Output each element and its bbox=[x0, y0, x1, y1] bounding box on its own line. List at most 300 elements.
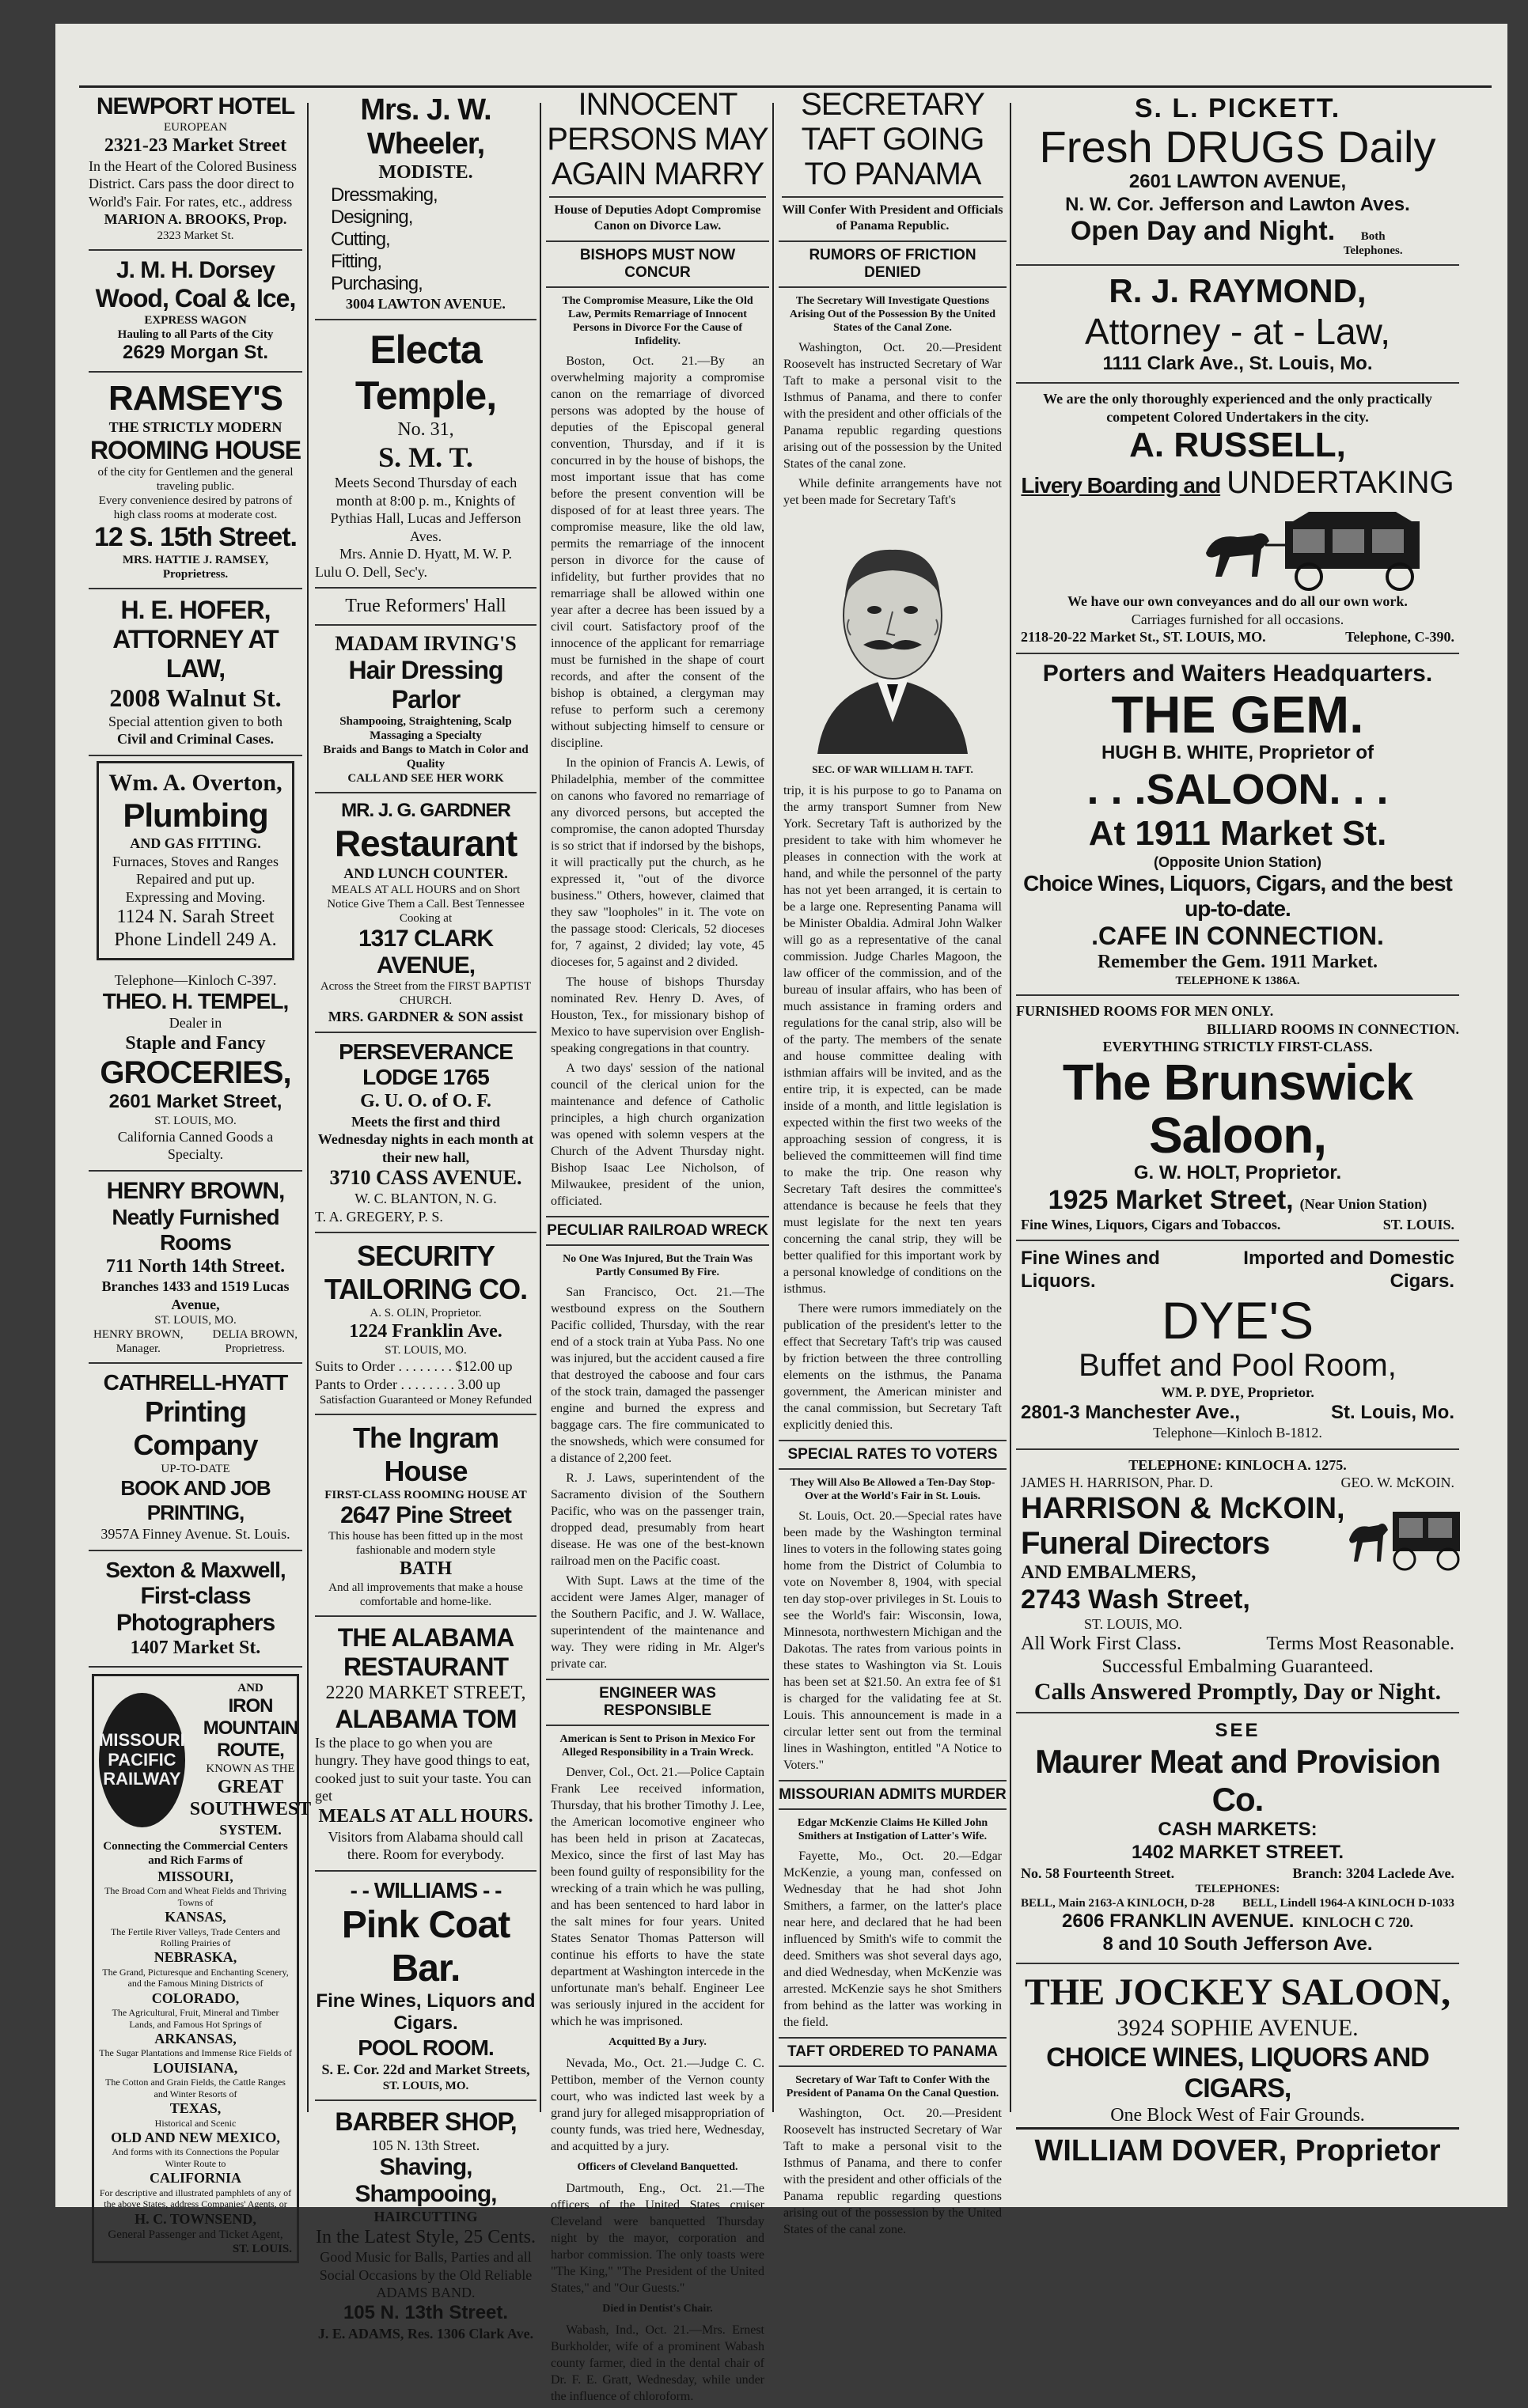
subheadline: SPECIAL RATES TO VOTERS bbox=[779, 1440, 1007, 1470]
ad-phone: BELL, Lindell 1964-A KINLOCH D-1033 bbox=[1242, 1897, 1454, 1910]
ad-phone: KINLOCH C 720. bbox=[1302, 1914, 1413, 1931]
ad-text: Fine Wines, Liquors and Cigars. bbox=[316, 1990, 536, 2035]
ad-address: 105 N. 13th Street. bbox=[371, 2137, 480, 2153]
ad-text: MRS. GARDNER & SON assist bbox=[328, 1008, 524, 1024]
article-paragraph: Fayette, Mo., Oct. 20.—Edgar McKenzie, a young man, confessed on Wednesday that he had shot John Smithers, a farmer, on the latter's place near here, and declared that he had been influenced by Smith's wife to commit the deed. Smithers was shot several days ago, and died Wednesday, when McKenzie was arrested. McKenzie says he shot Smithers from behind as the latter was working in the field. bbox=[783, 1850, 1002, 2029]
ad-line: . . .SALOON. . . bbox=[1086, 765, 1389, 813]
ad-subtitle: AND LUNCH COUNTER. bbox=[343, 865, 508, 882]
railway-state-desc: The Agricultural, Fruit, Mineral and Timber Lands, and Famous Hot Springs of bbox=[112, 2007, 279, 2030]
ad-line: S. M. T. bbox=[378, 441, 473, 474]
railway-state-desc: The Grand, Picturesque and Enchanting Scenery, and the Famous Mining Districts of bbox=[102, 1966, 289, 1990]
ad-subtitle: THE STRICTLY MODERN bbox=[108, 418, 282, 435]
ad-address: 1402 MARKET STREET. bbox=[1131, 1841, 1344, 1863]
article-paragraph: trip, it is his purpose to go to Panama on the army transport Sumner from New York. Secretary Taft is authorized by the president to take with him whomever he pleases in connection with the work at hand, and while the personnel of the party has not yet been arranged, it is certain to be a large one. Representing Panama will be Minister Obaldia. Admiral John Walker will go as a representative of the canal commission. Judge Charles Magoon, the law officer of the commission, and of the bureau of insular affairs, who has been of much assistance in framing orders and regulations for the canal strip, also will be of the party. The members of the senate and house committee dealing with isthmian affairs will be invited, and as the entire trip, it is expected, can be made inside of a month, and little legislation is expected within the first two weeks of the approaching session of congress, it is believed the committeemen will find time to make the trip. One reason why Secretary Taft desires the committee's attendance is because he feels that they must legislate for the next ten years concerning the canal strip, they will be better qualified for this important work by a personal knowledge of conditions on the isthmus. bbox=[783, 784, 1002, 1296]
hearse-icon bbox=[1345, 1492, 1464, 1579]
ad-text: Imported and Domestic Cigars. bbox=[1243, 1248, 1454, 1293]
deck: American is Sent to Prison in Mexico For Alleged Responsibility in a Train Wreck. bbox=[559, 1733, 756, 1759]
ad-address: 3957A Finney Avenue. St. Louis. bbox=[100, 1526, 290, 1543]
ad-address: N. W. Cor. Jefferson and Lawton Aves. bbox=[1065, 193, 1410, 215]
railway-state-desc: And forms with its Connections the Popular Winter Route to bbox=[112, 2146, 279, 2169]
article-paragraph: Wabash, Ind., Oct. 21.—Mrs. Ernest Burkholder, wife of a prominent Wabash county farmer, died in the dental chair of Dr. F. E. Gratt, Wednesday, while under the influence of chloroform. bbox=[551, 2323, 764, 2403]
ad-text: Every convenience desired by patrons of high class rooms at moderate cost. bbox=[98, 494, 293, 522]
ad-proprietor: A. S. OLIN, Proprietor. bbox=[370, 1307, 482, 1320]
railway-seal bbox=[99, 1693, 185, 1827]
ad-address: 2008 Walnut St. bbox=[109, 683, 282, 713]
subheadline: MISSOURIAN ADMITS MURDER bbox=[779, 1780, 1007, 1810]
ad-irving bbox=[315, 626, 537, 793]
ad-line: Funeral Directors bbox=[1021, 1525, 1270, 1561]
ad-jockey-saloon bbox=[1016, 1964, 1459, 2175]
photo-caption: SEC. OF WAR WILLIAM H. TAFT. bbox=[812, 763, 973, 775]
ad-title: MADAM IRVING'S bbox=[335, 632, 517, 656]
ad-address: 2323 Market St. bbox=[157, 229, 234, 242]
article-paragraph: R. J. Laws, superintendent of the Sacramento division of the Southern Pacific, who was on the passenger train, dropped dead, presumably from heart disease. He was one of the best-known railroad men on the Pacific coast. bbox=[551, 1471, 764, 1568]
railway-state-desc: For descriptive and illustrated pamphlets of any of the above States, address Companies' Agents, or bbox=[99, 2187, 292, 2210]
ad-text: MEALS AT ALL HOURS. bbox=[318, 1805, 533, 1827]
ad-line: Buffet and Pool Room, bbox=[1079, 1348, 1397, 1384]
ad-railway bbox=[92, 1674, 312, 2263]
article-paragraph: Washington, Oct. 20.—President Roosevelt has instructed Secretary of War Taft to make a personal visit to the Isthmus of Panama, and there to confer with the president and other officials of the Panama republic regarding questions arising out of the possession by the United States of the canal zone. bbox=[783, 341, 1002, 471]
column-rule bbox=[540, 103, 541, 2112]
ad-text: Terms Most Reasonable. bbox=[1266, 1634, 1454, 1655]
railway-state-name: LOUISIANA, bbox=[153, 2059, 238, 2076]
ad-text: Branches 1433 and 1519 Lucas Avenue, bbox=[101, 1278, 290, 1312]
article-paragraph: Washington, Oct. 20.—President Roosevelt has instructed Secretary of War Taft to make a personal visit to the Isthmus of Panama, and there to confer with the president and other officials of the Panama republic regarding questions arising out of the possession by the United States of the canal zone. bbox=[783, 2107, 1002, 2236]
ad-title: Electa Temple, bbox=[355, 328, 497, 418]
ad-title: DYE'S bbox=[1161, 1290, 1314, 1350]
railway-state-name: MISSOURI, bbox=[157, 1868, 233, 1884]
ad-text: We are the only thoroughly experienced and the only practically competent Colored Undertakers in the city. bbox=[1043, 391, 1432, 425]
ad-line: TAILORING CO. bbox=[324, 1273, 528, 1306]
ad-city: St. Louis, Mo. bbox=[1331, 1401, 1454, 1423]
price-line: Pants to Order . . . . . . . . 3.00 up bbox=[315, 1376, 501, 1392]
article-paragraph: In the opinion of Francis A. Lewis, of Philadelphia, member of the committee on canons who favored no remarriage of any divorced persons, but accepted the compromise, the canon adopted Thursday is so strict that if indorsed by the bishops, it will practically put the church, as he expressed it, "out of the divorce business." Others, however, claimed that they saw "loopholes" in it. The vote on the passage stood: Clericals, 52 dioceses for, 7 against, 2 divided; lay vote, 45 dioceses for, 5 against and 2 divided. bbox=[551, 756, 764, 969]
ad-maurer bbox=[1016, 1713, 1459, 1963]
ad-phone: TELEPHONE: KINLOCH A. 1275. bbox=[1128, 1456, 1347, 1473]
ad-title: THE GEM. bbox=[1111, 684, 1364, 744]
ad-proprietor: WM. P. DYE, Proprietor. bbox=[1161, 1384, 1314, 1401]
ad-title: BARBER SHOP, bbox=[335, 2107, 517, 2136]
services-list bbox=[315, 184, 537, 295]
ad-city: ST. LOUIS, MO. bbox=[1084, 1615, 1183, 1632]
ad-proprietor: HUGH B. WHITE, Proprietor of bbox=[1101, 741, 1374, 763]
ad-line: Fresh DRUGS Daily bbox=[1039, 122, 1436, 172]
ad-text: Staple and Fancy bbox=[125, 1032, 266, 1054]
article-paragraph: Boston, Oct. 21.—By an overwhelming majority a compromise canon on the remarriage of divorced persons was adopted by the house of deputies of the Episcopal general convention, Thursday, and if it is concurred in by the house of bishops, the most important issue that has come before the present convention will be disposed of for at least three years. The compromise measure, like the old law, permits the remarriage of the innocent person in divorce for the cause of infidelity, but further provides that no remarriage shall be allowed within one year after a decree has been issued by a civil court. Satisfactory proof of the innocence of the applicant for remarriage must be furnished in the shape of court records, and after the consent of the bishop is obtained, a clergyman may refuse to perform such a ceremony without subjecting himself to censure or discipline. bbox=[551, 354, 764, 750]
ad-gardner bbox=[315, 793, 537, 1033]
ad-line: BATH bbox=[399, 1558, 453, 1580]
service-item: Dressmaking, bbox=[331, 184, 438, 206]
deck: No One Was Injured, But the Train Was Partly Consumed By Fire. bbox=[563, 1253, 753, 1278]
railway-state-desc: The Sugar Plantations and Immense Rice Fields of bbox=[99, 2047, 292, 2059]
deck: Will Confer With President and Officials of Panama Republic. bbox=[782, 196, 1003, 234]
ad-text: KNOWN AS THE bbox=[206, 1762, 295, 1775]
ad-text: Both Telephones. bbox=[1343, 230, 1403, 258]
ad-address: 2629 Morgan St. bbox=[122, 341, 269, 363]
subheadline: BISHOPS MUST NOW CONCUR bbox=[546, 240, 769, 288]
article-paragraph: While definite arrangements have not yet been made for Secretary Taft's bbox=[783, 477, 1002, 507]
ad-true-reformers: True Reformers' Hall bbox=[315, 589, 537, 626]
brief-heading: Acquitted By a Jury. bbox=[609, 2036, 707, 2048]
ad-text: Visitors from Alabama should call there. Room for everybody. bbox=[328, 1828, 524, 1863]
column-2-ads bbox=[315, 87, 537, 2349]
deck: Edgar McKenzie Claims He Killed John Smithers at Instigation of Latter's Wife. bbox=[797, 1817, 988, 1842]
ad-city: ST. LOUIS. bbox=[232, 2243, 292, 2256]
ad-title: Mrs. J. W. Wheeler, bbox=[360, 93, 491, 161]
ad-address: At 1911 Market St. bbox=[1088, 813, 1387, 853]
ad-officer: W. C. BLANTON, N. G. bbox=[355, 1191, 497, 1207]
ad-williams bbox=[315, 1872, 537, 2101]
ad-line: Shaving, Shampooing, bbox=[355, 2154, 497, 2208]
ad-title: The Ingram House bbox=[352, 1422, 499, 1488]
ad-title: THE JOCKEY SALOON, bbox=[1024, 1971, 1451, 2013]
ad-title: PERSEVERANCE LODGE 1765 bbox=[339, 1039, 513, 1090]
ad-text: All Work First Class. bbox=[1021, 1634, 1181, 1655]
ad-line: Calls Answered Promptly, Day or Night. bbox=[1033, 1678, 1442, 1705]
ad-manager: HENRY BROWN, bbox=[93, 1328, 184, 1342]
ad-text: We have our own conveyances and do all our own work. bbox=[1067, 593, 1408, 610]
ad-line: GROCERIES, bbox=[100, 1054, 291, 1090]
ad-line: Plumbing bbox=[123, 797, 268, 835]
ad-text: SYSTEM. bbox=[219, 1822, 282, 1838]
ad-the-gem bbox=[1016, 654, 1459, 996]
ad-text: BILLIARD ROOMS IN CONNECTION. bbox=[1206, 1020, 1459, 1037]
ad-text: SOUTHWEST bbox=[189, 1799, 312, 1820]
ad-text: Meets Second Thursday of each month at 8:00 p. m., Knights of Pythias Hall, Lucas and Jefferson Aves. bbox=[330, 475, 521, 544]
article-paragraph: A two days' session of the national council of the clerical union for the maintenance and defence of Catholic principles, a high church organization was opened with solemn vespers at the Church of the Advent Thursday night. Bishop Isaac Lee Nicholson, of Milwaukee, president of the union, officiated. bbox=[551, 1062, 764, 1208]
headline: INNOCENT PERSONS MAY AGAIN MARRY bbox=[547, 87, 768, 191]
ad-proprietor: MARION A. BROOKS, Prop. bbox=[104, 211, 287, 228]
ad-perseverance-lodge bbox=[315, 1033, 537, 1233]
ad-henry-brown bbox=[89, 1172, 302, 1365]
deck: House of Deputies Adopt Compromise Canon on Divorce Law. bbox=[549, 196, 766, 234]
ad-address: 1111 Clark Ave., St. Louis, Mo. bbox=[1102, 353, 1373, 375]
deck: The Secretary Will Investigate Questions Arising Out of the Possession By the United States of the Canal Zone. bbox=[789, 295, 996, 334]
ad-title: The Brunswick Saloon, bbox=[1062, 1053, 1413, 1164]
ad-city: ST. LOUIS. bbox=[1382, 1216, 1454, 1232]
ad-address: 3004 LAWTON AVENUE. bbox=[346, 295, 506, 312]
ad-officer: T. A. GREGERY, P. S. bbox=[315, 1208, 443, 1225]
railway-state-desc: Historical and Scenic bbox=[154, 2117, 237, 2129]
ad-dorsey bbox=[89, 251, 302, 373]
ad-text: Is the place to go when you are hungry. They have good things to eat, cooked just to suit your taste. You can get bbox=[315, 1734, 532, 1804]
ad-text: FURNISHED ROOMS FOR MEN ONLY. bbox=[1016, 1003, 1274, 1020]
ad-agent-title: General Passenger and Ticket Agent, bbox=[108, 2228, 283, 2242]
ad-text: CALL AND SEE HER WORK bbox=[347, 772, 504, 786]
ad-address: 2606 FRANKLIN AVENUE. bbox=[1062, 1910, 1295, 1933]
ad-city: ST. LOUIS, MO. bbox=[385, 1344, 467, 1357]
ad-line: ROOMING HOUSE bbox=[89, 436, 301, 465]
ad-address: 105 N. 13th Street. bbox=[343, 2301, 509, 2323]
article-paragraph: Dartmouth, Eng., Oct. 21.—The officers of the United States cruiser Cleveland were banquetted Thursday night by the mayor, corporation and harbor commission. The only toasts were "The King," "The President of the United States," and "Our Guests." bbox=[551, 2182, 764, 2295]
ad-subtitle: G. U. O. of O. F. bbox=[360, 1091, 491, 1112]
ad-title: HARRISON & McKOIN, bbox=[1021, 1491, 1345, 1525]
ad-electa-temple bbox=[315, 320, 537, 589]
ad-text: Fine Wines and Liquors. bbox=[1021, 1248, 1160, 1293]
ad-text: JAMES H. HARRISON, Phar. D. bbox=[1021, 1475, 1214, 1491]
ad-agent: H. C. TOWNSEND, bbox=[135, 2210, 256, 2227]
ad-text: (Opposite Union Station) bbox=[1154, 854, 1321, 870]
service-item: Fitting, bbox=[331, 250, 382, 272]
ad-title: Sexton & Maxwell, bbox=[105, 1557, 286, 1582]
ad-line: Attorney - at - Law, bbox=[1084, 311, 1391, 353]
ad-manager-title: Manager. bbox=[116, 1342, 161, 1356]
article-paragraph: Nevada, Mo., Oct. 21.—Judge C. C. Pettibon, member of the Vernon county court, who was indicted last week by a grand jury for alleged misappropriation of county funds, was tried here, Wednesday, and acquitted by a jury. bbox=[551, 2057, 764, 2153]
ad-ramsey bbox=[89, 373, 302, 590]
ad-line: Printing Company bbox=[133, 1395, 258, 1462]
ad-address: 2118-20-22 Market St., ST. LOUIS, MO. bbox=[1021, 629, 1266, 646]
ad-phone: Telephone—Kinloch B-1812. bbox=[1153, 1425, 1322, 1441]
ad-proprietor: MRS. HATTIE J. RAMSEY, Proprietress. bbox=[122, 554, 269, 581]
railway-state-desc: The Fertile River Valleys, Trade Centers and Rolling Prairies of bbox=[110, 1925, 281, 1948]
ad-line: Livery Boarding and bbox=[1021, 473, 1221, 498]
ad-text: EVERYTHING STRICTLY FIRST-CLASS. bbox=[1102, 1039, 1373, 1055]
ad-text: Fine Wines, Liquors, Cigars and Tobaccos. bbox=[1021, 1216, 1281, 1232]
ad-text: No. 31, bbox=[397, 419, 454, 441]
ad-title: RAMSEY'S bbox=[108, 378, 283, 418]
ad-text: Good Music for Balls, Parties and all Social Occasions by the Old Reliable ADAMS BAND. bbox=[319, 2249, 533, 2301]
ad-brunswick bbox=[1016, 996, 1459, 1241]
ad-text: Across the Street from the FIRST BAPTIST CHURCH. bbox=[320, 979, 532, 1007]
railway-states-list bbox=[99, 1868, 292, 2210]
ad-address: 2743 Wash Street, bbox=[1021, 1584, 1250, 1615]
ad-text: Satisfaction Guaranteed or Money Refunded bbox=[319, 1394, 533, 1407]
brief-heading: Officers of Cleveland Banquetted. bbox=[577, 2161, 738, 2173]
ad-subtitle: MODISTE. bbox=[378, 162, 473, 183]
ad-security-tailoring bbox=[315, 1233, 537, 1415]
ad-text: AND bbox=[237, 1681, 264, 1694]
ad-line: Restaurant bbox=[334, 823, 518, 865]
ad-phone: Telephone—Kinloch C-397. bbox=[114, 971, 277, 988]
ad-address: 2601 LAWTON AVENUE, bbox=[1128, 170, 1347, 192]
ad-text: Furnaces, Stoves and Ranges Repaired and put up. Expressing and Moving. bbox=[112, 853, 279, 905]
subheadline: PECULIAR RAILROAD WRECK bbox=[546, 1216, 769, 1246]
ad-text: Successful Embalming Guaranteed. bbox=[1101, 1656, 1374, 1678]
ad-text: Hauling to all Parts of the City bbox=[117, 328, 274, 341]
ad-text: of the city for Gentlemen and the general traveling public. bbox=[97, 466, 294, 494]
ad-title: CATHRELL-HYATT bbox=[103, 1370, 288, 1395]
service-item: Cutting, bbox=[331, 228, 390, 250]
ad-text: Meets the first and third Wednesday nights in each month at their new hall, bbox=[317, 1113, 534, 1165]
column-rule bbox=[1010, 103, 1011, 2112]
ad-hofer bbox=[89, 589, 302, 756]
railway-state-name: COLORADO, bbox=[151, 1990, 240, 2006]
ad-title: J. M. H. Dorsey bbox=[116, 256, 275, 283]
ad-city: ST. LOUIS, MO. bbox=[154, 1314, 237, 1327]
railway-seal-text: MISSOURI PACIFIC RAILWAY bbox=[99, 1730, 185, 1789]
ad-address: Branch: 3204 Laclede Ave. bbox=[1292, 1865, 1454, 1881]
ad-subtitle: UP-TO-DATE bbox=[161, 1463, 230, 1476]
subheadline: RUMORS OF FRICTION DENIED bbox=[779, 240, 1007, 288]
service-item: Purchasing, bbox=[331, 272, 423, 294]
ad-proprietor: DELIA BROWN, bbox=[212, 1328, 298, 1342]
newspaper-page bbox=[55, 24, 1507, 2403]
ad-officer: Mrs. Annie D. Hyatt, M. W. P. bbox=[339, 546, 513, 562]
railway-state-desc: The Broad Corn and Wheat Fields and Thriving Towns of bbox=[104, 1885, 286, 1908]
ad-address: 2601 Market Street, bbox=[108, 1090, 282, 1112]
column-1-ads bbox=[89, 87, 312, 2270]
ad-phone: Telephone, C-390. bbox=[1345, 629, 1454, 646]
ad-cathrell-hyatt bbox=[89, 1364, 302, 1551]
ad-address: 2220 MARKET STREET, bbox=[325, 1682, 526, 1703]
ad-barber-shop bbox=[315, 2101, 537, 2349]
ad-text: .CAFE IN CONNECTION. bbox=[1091, 922, 1384, 951]
ad-line: Pink Coat Bar. bbox=[341, 1903, 510, 1990]
ad-title: A. RUSSELL, bbox=[1129, 426, 1346, 465]
ad-text: HAIRCUTTING bbox=[373, 2209, 478, 2225]
column-4-news bbox=[779, 87, 1007, 2241]
ad-city: ST. LOUIS, MO. bbox=[154, 1114, 237, 1127]
ad-line: CHOICE WINES, LIQUORS AND CIGARS, bbox=[1046, 2043, 1429, 2103]
ad-address: No. 58 Fourteenth Street. bbox=[1021, 1865, 1175, 1881]
ad-raymond bbox=[1016, 266, 1459, 384]
ad-harrison-mckoin bbox=[1016, 1450, 1459, 1713]
ad-text: BOOK AND JOB PRINTING, bbox=[120, 1476, 271, 1525]
ad-title: THE ALABAMA RESTAURANT bbox=[337, 1622, 514, 1681]
ad-address: 2321-23 Market Street bbox=[104, 135, 287, 156]
ad-text: In the Latest Style, 25 Cents. bbox=[316, 2226, 536, 2247]
service-item: Designing, bbox=[331, 206, 413, 228]
headline: SECRETARY TAFT GOING TO PANAMA bbox=[801, 87, 984, 191]
ad-text: In the Heart of the Colored Business District. Cars pass the door direct to World's Fair. For rates, etc., address bbox=[89, 157, 297, 210]
ad-proprietor: WILLIAM DOVER, Proprietor bbox=[1016, 2127, 1459, 2168]
ad-text: Braids and Bangs to Match in Color and Quality bbox=[323, 744, 529, 771]
ad-line: ALABAMA TOM bbox=[335, 1704, 517, 1733]
ad-text: Remember the Gem. 1911 Market. bbox=[1097, 952, 1378, 973]
ad-address: 1925 Market Street, bbox=[1048, 1184, 1294, 1215]
ad-text: And all improvements that make a house comfortable and home-like. bbox=[328, 1581, 523, 1608]
ad-pickett bbox=[1016, 87, 1459, 266]
ad-address: S. E. Cor. 22d and Market Streets, bbox=[321, 2062, 530, 2078]
ad-phone: BELL, Main 2163-A KINLOCH, D-28 bbox=[1021, 1897, 1215, 1910]
railway-state-name: CALIFORNIA bbox=[149, 2170, 241, 2187]
brief-heading: Died in Dentist's Chair. bbox=[602, 2303, 713, 2315]
ad-line: Open Day and Night. bbox=[1070, 216, 1336, 247]
railway-state-name: ARKANSAS, bbox=[154, 2030, 237, 2046]
ad-ingram-house bbox=[315, 1415, 537, 1617]
ad-address: 711 North 14th Street. bbox=[105, 1255, 286, 1277]
ad-text: AND EMBALMERS, bbox=[1021, 1562, 1196, 1583]
ad-address: 1407 Market St. bbox=[130, 1637, 261, 1658]
ad-phone: Phone Lindell 249 A. bbox=[114, 930, 277, 951]
ad-title: MR. J. G. GARDNER bbox=[341, 800, 510, 822]
ad-title: R. J. RAYMOND, bbox=[1109, 272, 1367, 310]
ad-line: Hair Dressing Parlor bbox=[348, 656, 503, 714]
ad-proprietor-title: Proprietress. bbox=[225, 1342, 285, 1356]
ad-russell bbox=[1016, 384, 1459, 654]
ad-alabama-restaurant bbox=[315, 1617, 537, 1872]
ad-text: MEALS AT ALL HOURS and on Short Notice Give Them a Call. Best Tennessee Cooking at bbox=[327, 883, 525, 925]
ad-title: NEWPORT HOTEL bbox=[96, 93, 295, 119]
ad-address: 3924 SOPHIE AVENUE. bbox=[1117, 2015, 1359, 2041]
ad-officer: Lulu O. Dell, Sec'y. bbox=[315, 563, 428, 580]
railway-state-name: KANSAS, bbox=[165, 1909, 226, 1925]
ad-sexton-maxwell bbox=[89, 1551, 302, 1668]
column-5-ads bbox=[1016, 87, 1459, 2175]
ad-address: 1124 N. Sarah Street bbox=[116, 907, 275, 928]
ad-text: This house has been fitted up in the most fashionable and modern style bbox=[328, 1530, 523, 1558]
taft-portrait bbox=[802, 517, 984, 754]
article-paragraph: Denver, Col., Oct. 21.—Police Captain Frank Lee received information, Thursday, that his brother Timothy J. Lee, the American locomotive engineer who has been held in prison at Zacatecas, Mexico, since the first of last May has been found guilty of responsibility for the wrecking of a train which he was pulling, and has been sentenced to hard labor in the salt mines for four years. United States Senator Thomas Patterson will continue his efforts to have the state department at Washington intercede in the unfortunate man's behalf. Engineer Lee was seriously injured in the accident for which he was imprisoned. bbox=[551, 1766, 764, 2028]
ad-proprietor: G. W. HOLT, Proprietor. bbox=[1133, 1161, 1342, 1183]
ad-phone: TELEPHONE K 1386A. bbox=[1175, 975, 1300, 988]
ad-title: IRON MOUNTAIN ROUTE, bbox=[203, 1694, 298, 1761]
ad-address: 12 S. 15th Street. bbox=[93, 522, 297, 553]
ad-text: Dealer in bbox=[169, 1015, 222, 1032]
ad-text: (Near Union Station) bbox=[1299, 1195, 1428, 1212]
ad-text: Porters and Waiters Headquarters. bbox=[1042, 660, 1433, 687]
ad-line: First-class Photographers bbox=[116, 1582, 275, 1636]
ad-subtitle: FIRST-CLASS ROOMING HOUSE AT bbox=[324, 1489, 527, 1502]
article-paragraph: There were rumors immediately on the publication of the president's letter to the effect that Secretary Taft's trip was caused by friction between the three controlling elements on the isthmus, the Panama government, the American minister and the canal commission, but Secretary Taft explicitly denied this. bbox=[783, 1302, 1002, 1432]
ad-overton bbox=[97, 761, 294, 960]
deck: They Will Also Be Allowed a Ten-Day Stop-Over at the World's Fair in St. Louis. bbox=[790, 1477, 995, 1502]
railway-state-desc: The Cotton and Grain Fields, the Cattle Ranges and Winter Resorts of bbox=[105, 2077, 286, 2099]
ad-title: Wm. A. Overton, bbox=[108, 769, 282, 796]
ad-wheeler bbox=[315, 87, 537, 320]
ad-address: 8 and 10 South Jefferson Ave. bbox=[1102, 1933, 1373, 1956]
ad-text: Special attention given to both bbox=[108, 713, 282, 729]
ad-title: Maurer Meat and Provision Co. bbox=[1035, 1743, 1440, 1819]
ad-text: SEE bbox=[1215, 1720, 1261, 1742]
ad-text: Choice Wines, Liquors, Cigars, and the best up-to-date. bbox=[1023, 871, 1452, 922]
ad-text: POOL ROOM. bbox=[358, 2035, 494, 2061]
ad-text: Connecting the Commercial Centers and Rich Farms of bbox=[103, 1839, 288, 1867]
hearse-icon bbox=[1198, 505, 1435, 593]
deck: Secretary of War Taft to Confer With the President of Panama On the Canal Question. bbox=[786, 2074, 999, 2099]
ad-text: Civil and Criminal Cases. bbox=[116, 731, 275, 748]
ad-title: HENRY BROWN, bbox=[106, 1177, 285, 1204]
ad-address: 2801-3 Manchester Ave., bbox=[1021, 1401, 1241, 1423]
ad-text: TELEPHONES: bbox=[1195, 1883, 1280, 1896]
column-3-news bbox=[546, 87, 769, 2408]
ad-text: Carriages furnished for all occasions. bbox=[1131, 611, 1344, 627]
ad-newport-hotel bbox=[89, 87, 302, 251]
ad-address: 3710 CASS AVENUE. bbox=[329, 1166, 522, 1190]
ad-title: H. E. HOFER, bbox=[120, 596, 271, 625]
article-paragraph: San Francisco, Oct. 21.—The westbound express on the Southern Pacific collided, Thursday, with the rear end of a stock train at Yuba Pass. No one was injured, but the accident caused a fire that destroyed the caboose and four cars of the stock train, damaged the passenger engine and burned the express and baggage cars. The fire communicated to the snowsheds, which were consumed for a distance of 2,200 feet. bbox=[551, 1285, 764, 1465]
ad-dyes bbox=[1016, 1241, 1459, 1450]
ad-subtitle: AND GAS FITTING. bbox=[130, 835, 261, 852]
ad-title: - - WILLIAMS - - bbox=[350, 1877, 502, 1903]
ad-text: One Block West of Fair Grounds. bbox=[1110, 2105, 1365, 2126]
ad-title: THEO. H. TEMPEL, bbox=[102, 989, 289, 1014]
ad-tempel bbox=[89, 965, 302, 1172]
railway-state-name: TEXAS, bbox=[169, 2100, 222, 2117]
subheadline: TAFT ORDERED TO PANAMA bbox=[779, 2037, 1007, 2067]
ad-text: EXPRESS WAGON bbox=[144, 313, 247, 327]
ad-line: ATTORNEY AT LAW, bbox=[112, 625, 279, 683]
ad-address: 2647 Pine Street bbox=[340, 1502, 511, 1529]
railway-state-name: OLD AND NEW MEXICO, bbox=[111, 2129, 280, 2145]
railway-state-name: NEBRASKA, bbox=[154, 1949, 237, 1966]
ad-address: 1224 Franklin Ave. bbox=[349, 1321, 502, 1342]
ad-city: ST. LOUIS, MO. bbox=[382, 2079, 469, 2092]
ad-text: GREAT bbox=[217, 1776, 284, 1797]
ad-title: S. L. PICKETT. bbox=[1134, 93, 1341, 123]
ad-line: Wood, Coal & Ice, bbox=[95, 283, 296, 312]
ad-text: Shampooing, Straightening, Scalp Massaging a Specialty bbox=[339, 715, 512, 743]
article-paragraph: The house of bishops Thursday nominated Rev. Henry D. Aves, of Houston, Tex., for missionary bishop of Mexico to have supervision over English-speaking congregations in that country. bbox=[551, 975, 764, 1055]
article-paragraph: St. Louis, Oct. 20.—Special rates have been made by the Washington terminal lines to voters in the following states going home from the District of Columbia to vote on November 8, 1904, with special ten day stop-over privileges in St. Louis to see the World's fair: Wisconsin, Iowa, Minnesota, northwestern Michigan and the Dakotas. The rates from various points in these states to Washington via St. Louis has been set at $21.50. An extra fee of $1 is charged for the validating fee at St. Louis. This announcement is made in a circular letter sent out from the terminal lines in Washington, entitled "A Notice to Voters." bbox=[783, 1509, 1002, 1772]
price-line: Suits to Order . . . . . . . . $12.00 up bbox=[315, 1358, 513, 1375]
article-paragraph: With Supt. Laws at the time of the accident were James Alger, manager of the Southern Pacific, and J. W. Wallace, superintendent of the maintenance and way. They were riding in Mr. Alger's private car. bbox=[551, 1574, 764, 1671]
column-rule bbox=[772, 103, 774, 2112]
ad-text: GEO. W. McKOIN. bbox=[1340, 1475, 1454, 1491]
subheadline: ENGINEER WAS RESPONSIBLE bbox=[546, 1679, 769, 1726]
ad-title: SECURITY bbox=[356, 1240, 495, 1273]
ad-text: California Canned Goods a Specialty. bbox=[117, 1128, 274, 1163]
